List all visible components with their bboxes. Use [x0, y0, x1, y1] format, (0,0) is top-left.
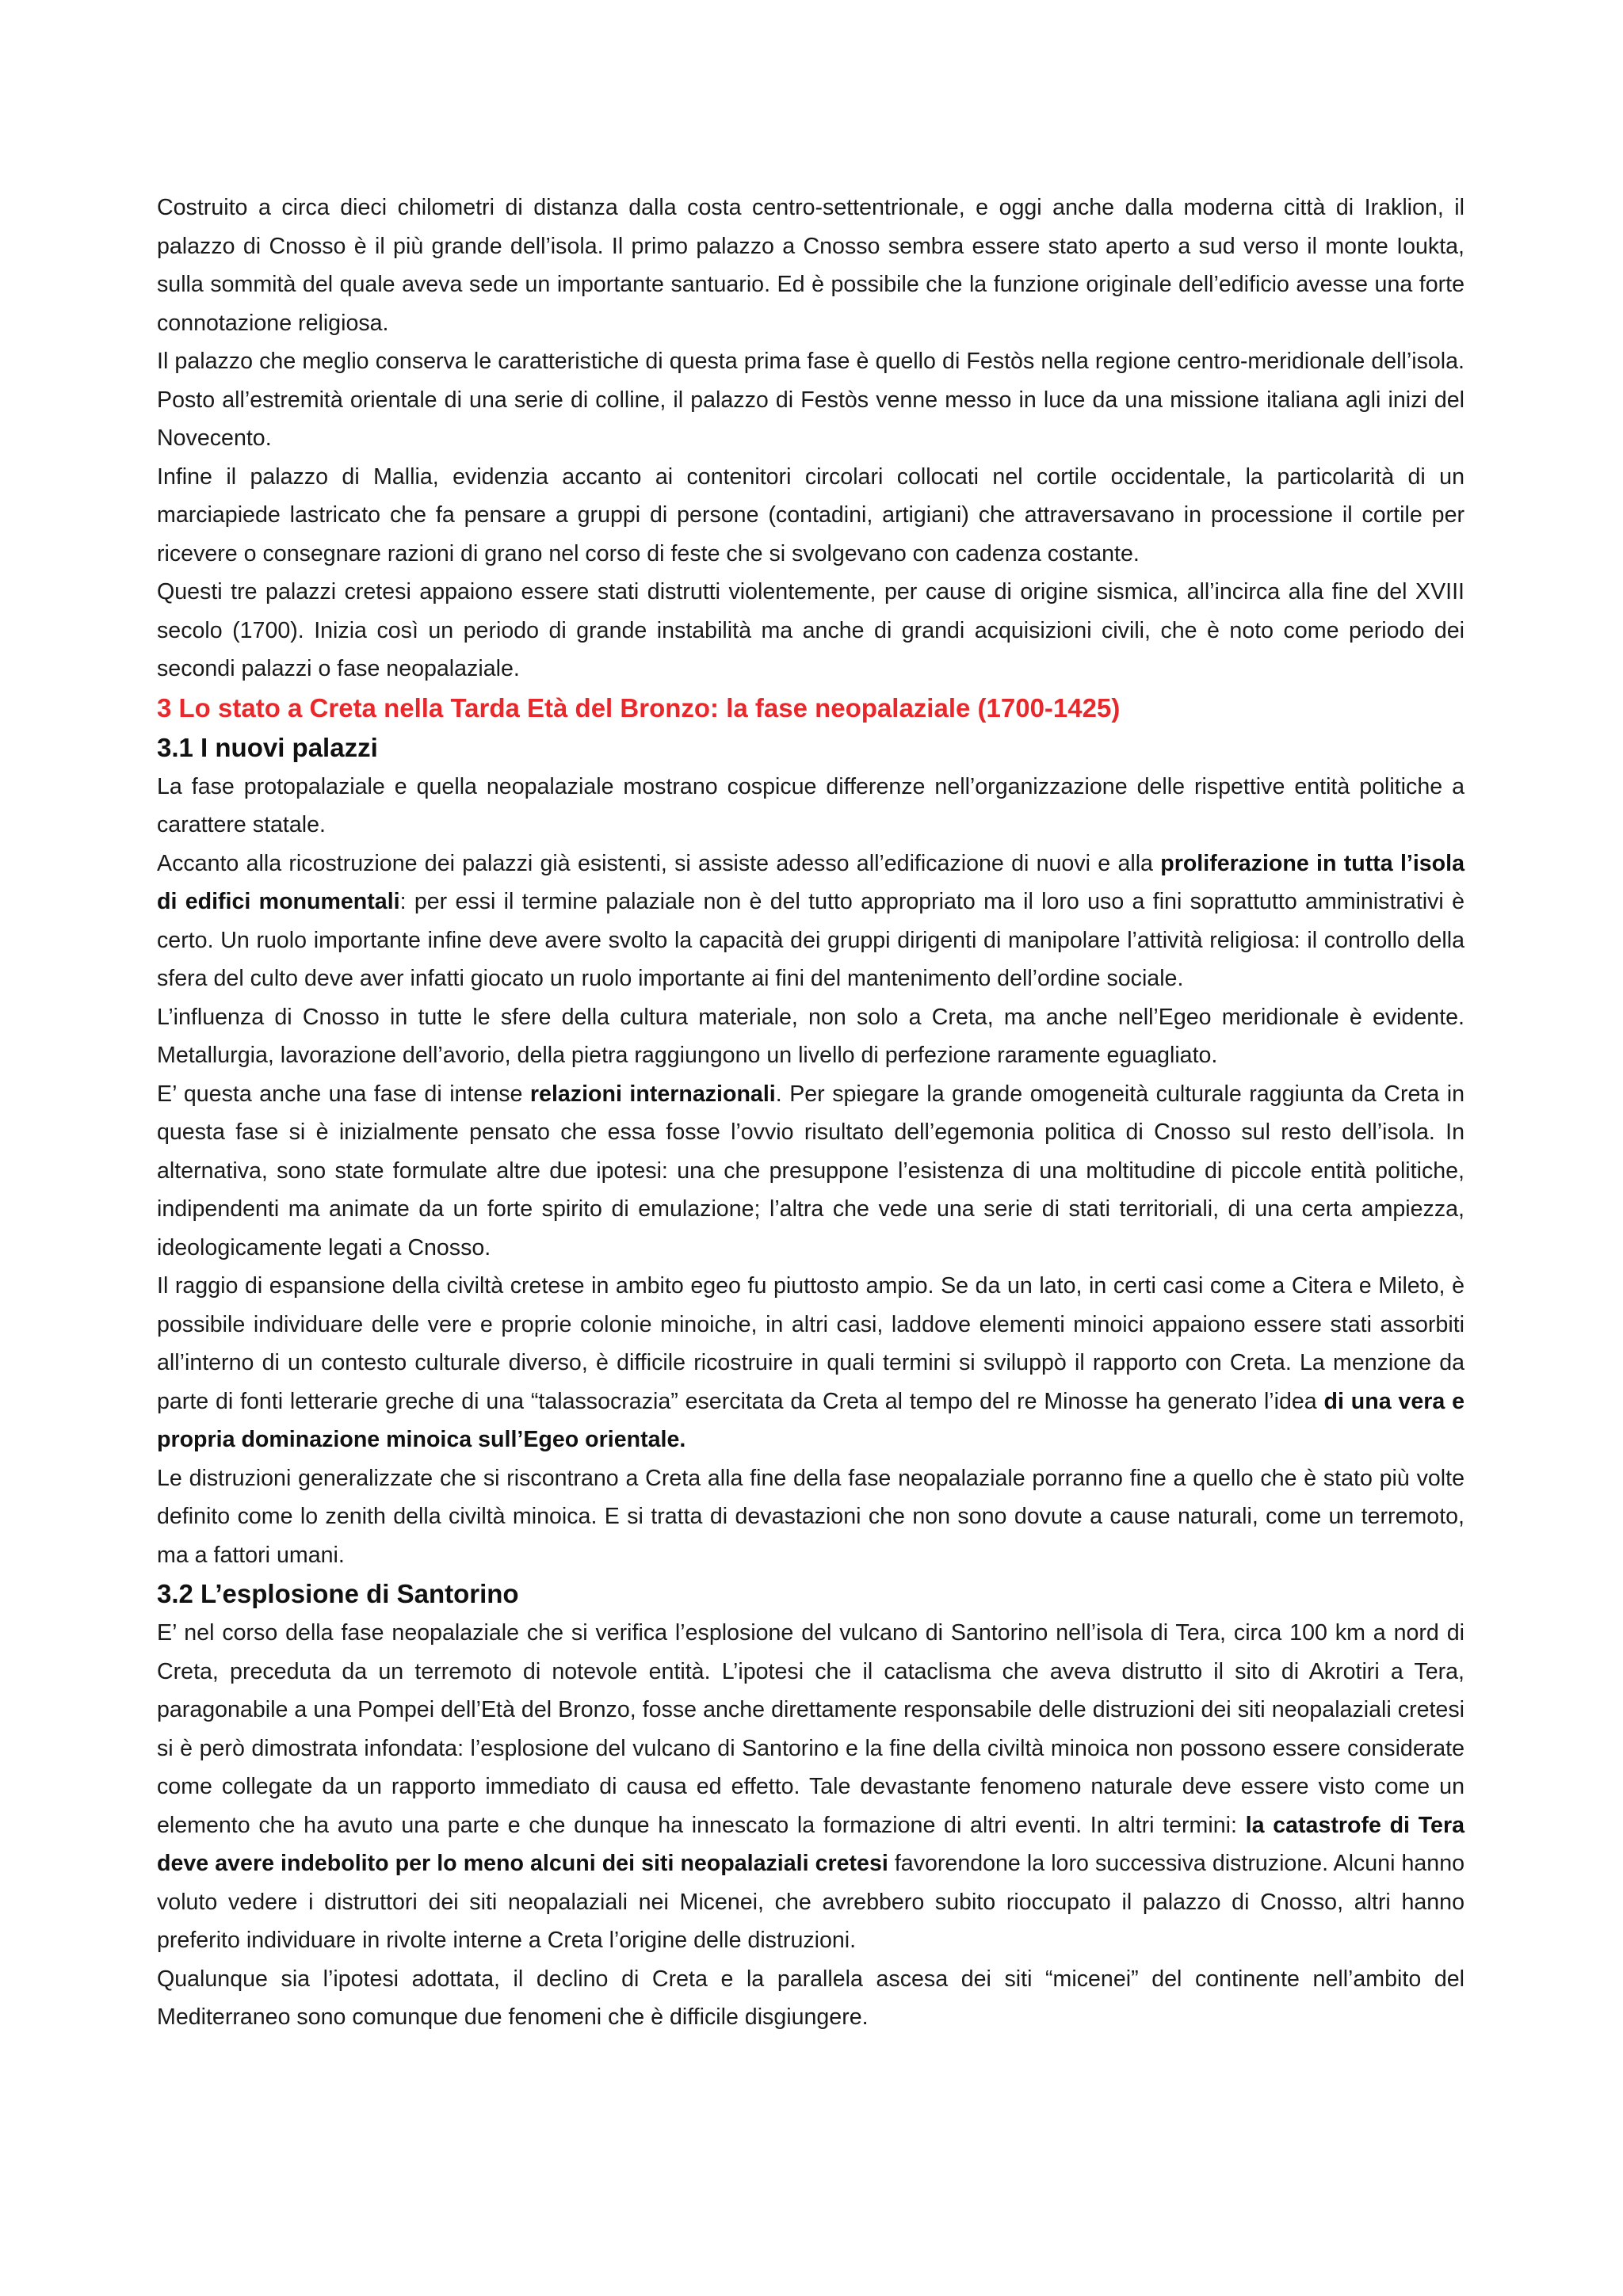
paragraph-santorini [157, 1614, 1465, 1960]
paragraph-destruction: Questi tre palazzi cretesi appaiono essere stati distrutti violentemente, per cause di origine sismica, all’incirca alla fine del XVIII secolo (1700). Inizia così un periodo di grande instabilità ma anche di grandi acquisizioni civili, che è noto come periodo dei secondi palazzi o fase neopalaziale. [157, 579, 1465, 681]
text-run: : per essi il termine palaziale non è del tutto appropriato ma il loro uso a fini soprattutto amministrativi è certo. Un ruolo importante infine deve avere svolto la capacità dei gruppi dirigenti di manipolare l’attività religiosa: il controllo della sfera del culto deve aver infatti giocato un ruolo importante ai fini del mantenimento dell’ordine sociale. [157, 889, 1465, 991]
paragraph-mallia: Infine il palazzo di Mallia, evidenzia accanto ai contenitori circolari collocati nel cortile occidentale, la particolarità di un marciapiede lastricato che fa pensare a gruppi di persone (contadini, artigiani) che attraversavano in processione il cortile per ricevere o consegnare razioni di grano nel corso di feste che si svolgevano con cadenza costante. [157, 463, 1465, 566]
bold-text: proliferazione in tutta l’isola di edifici monumentali [157, 850, 1465, 914]
section-heading-3: 3 Lo stato a Creta nella Tarda Età del Bronzo: la fase neopalaziale (1700-1425) [157, 692, 1121, 723]
paragraph-festos: Il palazzo che meglio conserva le caratteristiche di questa prima fase è quello di Festòs nella regione centro-meridionale dell’isola. Posto all’estremità orientale di una serie di colline, il palazzo di Festòs venne messo in luce da una missione italiana agli inizi del Novecento. [157, 349, 1465, 451]
paragraph-new-buildings [157, 845, 1465, 998]
paragraph-international [157, 1075, 1465, 1268]
text-run: . Per spiegare la grande omogeneità culturale raggiunta da Creta in questa fase si è inizialmente pensato che essa fosse l’ovvio risultato dell’egemonia politica di Cnosso sul resto dell’isola. In alternativa, sono state formulate altre due ipotesi: una che presuppone l’esistenza di una moltitudine di piccole entità politiche, indipendenti ma animate da un forte spirito di emulazione; l’altra che vede una serie di stati territoriali, di una certa ampiezza, ideologicamente legati a Cnosso. [157, 1081, 1465, 1261]
paragraph-zenith: Le distruzioni generalizzate che si riscontrano a Creta alla fine della fase neopalaziale porranno fine a quello che è stato più volte definito come lo zenith della civiltà minoica. E si tratta di devastazioni che non sono dovute a cause naturali, come un terremoto, ma a fattori umani. [157, 1465, 1465, 1568]
section-heading-3-1: 3.1 I nuovi palazzi [157, 732, 378, 762]
text-run: favorendone la loro successiva distruzione. Alcuni hanno voluto vedere i distruttori dei siti neopalaziali nei Micenei, che avrebbero subito rioccupato il palazzo di Cnosso, altri hanno preferito individuare in rivolte interne a Creta l’origine delle distruzioni. [157, 1851, 1465, 1953]
paragraph-expansion [157, 1267, 1465, 1459]
text-run: Accanto alla ricostruzione dei palazzi già esistenti, si assiste adesso all’edificazione di nuovi e alla [157, 850, 1161, 876]
document-page [157, 189, 1465, 2037]
paragraph-decline: Qualunque sia l’ipotesi adottata, il declino di Creta e la parallela ascesa dei siti “micenei” del continente nell’ambito del Mediterraneo sono comunque due fenomeni che è difficile disgiungere. [157, 1966, 1465, 2030]
paragraph-protopalatial: La fase protopalaziale e quella neopalaziale mostrano cospicue differenze nell’organizzazione delle rispettive entità politiche a carattere statale. [157, 773, 1465, 837]
bold-text: la catastrofe di Tera deve avere indebolito per lo meno alcuni dei siti neopalaziali cretesi [157, 1812, 1465, 1876]
text-run: E’ nel corso della fase neopalaziale che si verifica l’esplosione del vulcano di Santorino nell’isola di Tera, circa 100 km a nord di Creta, preceduta da un terremoto di notevole entità. L’ipotesi che il cataclisma che aveva distrutto il sito di Akrotiri a Tera, paragonabile a una Pompei dell’Età del Bronzo, fosse anche direttamente responsabile delle distruzioni dei siti neopalaziali cretesi si è però dimostrata infondata: l’esplosione del vulcano di Santorino e la fine della civiltà minoica non possono essere considerate come collegate da un rapporto immediato di causa ed effetto. Tale devastante fenomeno naturale deve essere visto come un elemento che ha avuto una parte e che dunque ha innescato la formazione di altri eventi. In altri termini: [157, 1620, 1465, 1838]
text-run: E’ questa anche una fase di intense [157, 1081, 530, 1107]
bold-text: di una vera e propria dominazione minoica sull’Egeo orientale. [157, 1388, 1465, 1452]
section-heading-3-2: 3.2 L’esplosione di Santorino [157, 1579, 519, 1608]
paragraph-cnosso: Costruito a circa dieci chilometri di distanza dalla costa centro-settentrionale, e oggi anche dalla moderna città di Iraklion, il palazzo di Cnosso è il più grande dell’isola. Il primo palazzo a Cnosso sembra essere stato aperto a sud verso il monte Ioukta, sulla sommità del quale aveva sede un importante santuario. Ed è possibile che la funzione originale dell’edificio avesse una forte connotazione religiosa. [157, 195, 1465, 336]
text-run: Il raggio di espansione della civiltà cretese in ambito egeo fu piuttosto ampio. Se da un lato, in certi casi come a Citera e Mileto, è possibile individuare delle vere e proprie colonie minoiche, in altri casi, laddove elementi minoici appaiono essere stati assorbiti all’interno di un contesto culturale diverso, è difficile ricostruire in quali termini si sviluppò il rapporto con Creta. La menzione da parte di fonti letterarie greche di una “talassocrazia” esercitata da Creta al tempo del re Minosse ha generato l’idea [157, 1273, 1465, 1414]
bold-text: relazioni internazionali [529, 1081, 776, 1107]
paragraph-influence: L’influenza di Cnosso in tutte le sfere della cultura materiale, non solo a Creta, ma anche nell’Egeo meridionale è evidente. Metallurgia, lavorazione dell’avorio, della pietra raggiungono un livello di perfezione raramente eguagliato. [157, 1004, 1465, 1068]
